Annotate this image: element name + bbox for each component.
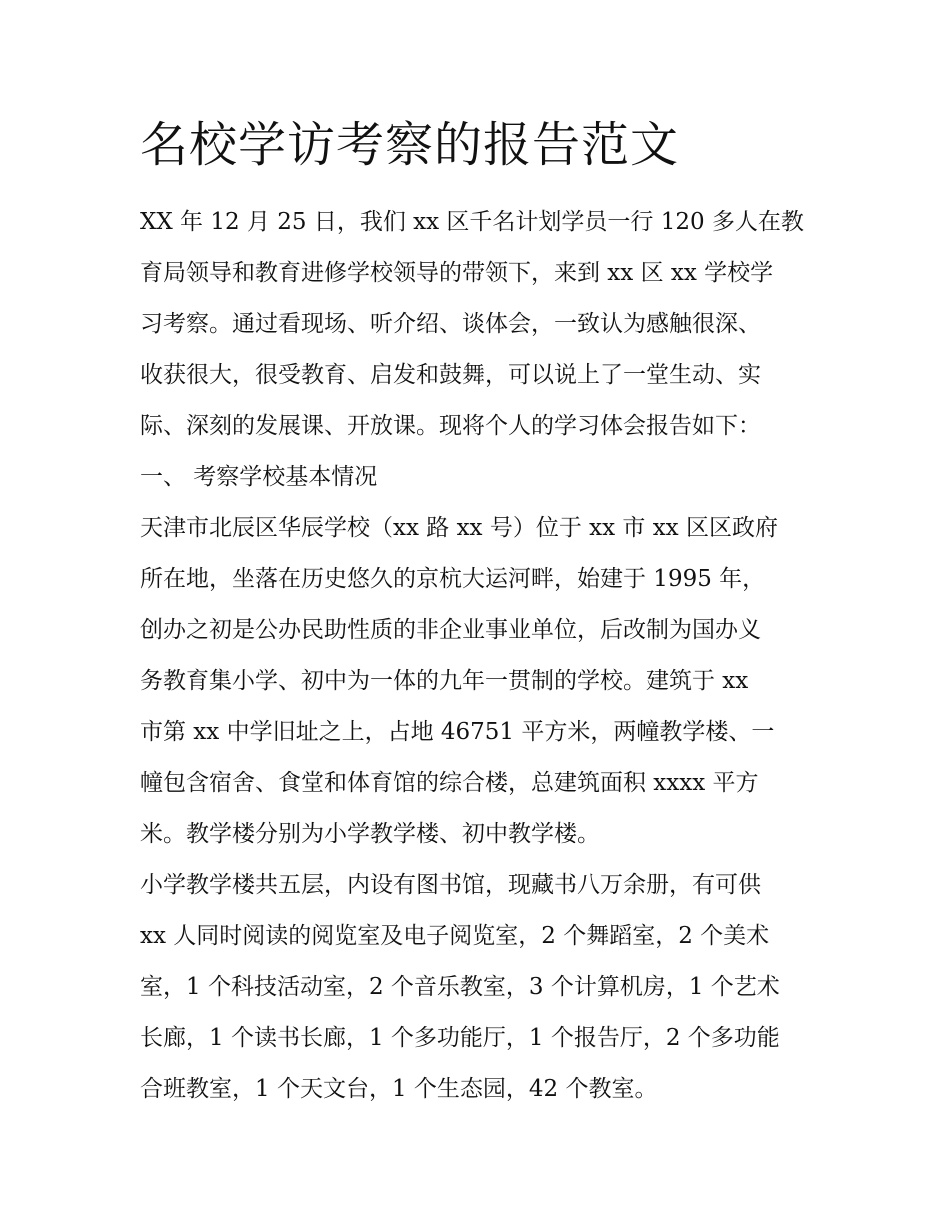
- section-heading: 一、 考察学校基本情况: [140, 464, 378, 490]
- paragraph-line: 小学教学楼共五层，内设有图书馆，现藏书八万余册，有可供: [140, 872, 761, 898]
- document-title: 名校学访考察的报告范文: [140, 117, 680, 173]
- paragraph-line: 务教育集小学、初中为一体的九年一贯制的学校。建筑于 xx: [140, 668, 749, 694]
- paragraph-line: 育局领导和教育进修学校领导的带领下，来到 xx 区 xx 学校学: [140, 260, 774, 286]
- paragraph-line: XX 年 12 月 25 日，我们 xx 区千名计划学员一行 120 多人在教: [140, 209, 804, 235]
- paragraph-line: 习考察。通过看现场、听介绍、谈体会，一致认为感触很深、: [140, 311, 761, 337]
- paragraph-line: 所在地，坐落在历史悠久的京杭大运河畔，始建于 1995 年，: [140, 566, 766, 592]
- paragraph-line: 创办之初是公办民助性质的非企业事业单位，后改制为国办义: [140, 617, 761, 643]
- paragraph-line: 幢包含宿舍、食堂和体育馆的综合楼，总建筑面积 xxxx 平方: [140, 770, 759, 796]
- paragraph-line: 长廊，1 个读书长廊，1 个多功能厅，1 个报告厅，2 个多功能: [140, 1025, 780, 1051]
- paragraph-line: xx 人同时阅读的阅览室及电子阅览室，2 个舞蹈室，2 个美术: [140, 923, 770, 949]
- paragraph-line: 米。教学楼分别为小学教学楼、初中教学楼。: [140, 821, 600, 847]
- paragraph-line: 收获很大，很受教育、启发和鼓舞，可以说上了一堂生动、实: [140, 362, 761, 388]
- paragraph-line: 室，1 个科技活动室，2 个音乐教室，3 个计算机房，1 个艺术: [140, 974, 780, 1000]
- paragraph-line: 合班教室，1 个天文台，1 个生态园，42 个教室。: [140, 1076, 658, 1102]
- paragraph-line: 际、深刻的发展课、开放课。现将个人的学习体会报告如下：: [140, 413, 761, 439]
- paragraph-line: 市第 xx 中学旧址之上，占地 46751 平方米，两幢教学楼、一: [140, 719, 775, 745]
- paragraph-line: 天津市北辰区华辰学校（xx 路 xx 号）位于 xx 市 xx 区区政府: [140, 515, 778, 541]
